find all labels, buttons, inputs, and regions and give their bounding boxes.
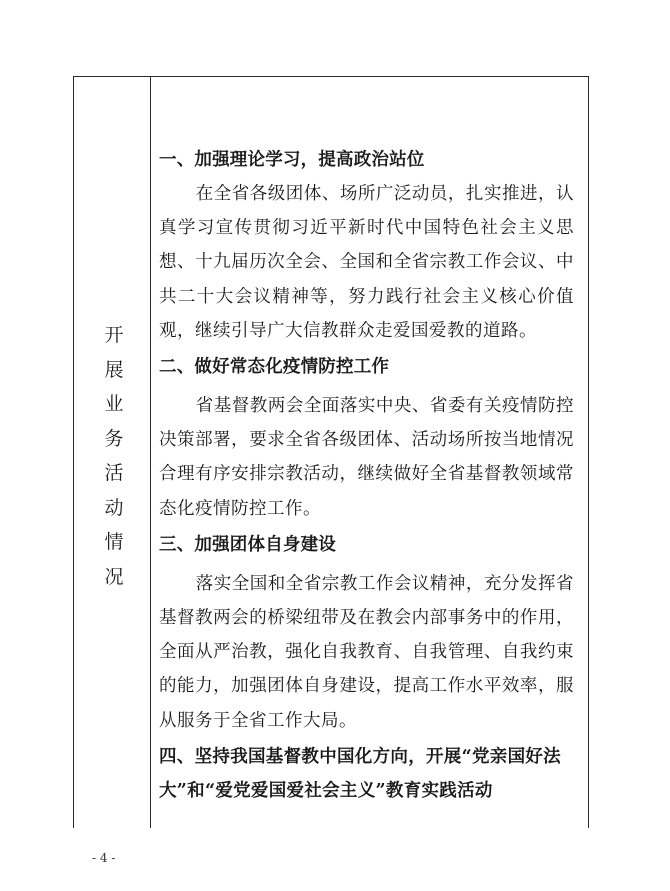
row-label-char: 业	[104, 393, 124, 415]
row-label	[98, 318, 130, 594]
row-label-char: 况	[104, 565, 124, 588]
column-divider	[150, 76, 151, 828]
row-label-char: 情	[104, 531, 124, 553]
row-label-char: 动	[104, 496, 124, 519]
row-label-char: 活	[104, 462, 124, 484]
section-body: 在全省各级团体、场所广泛动员，扎实推进，认真学习宣传贯彻习近平新时代中国特色社会主义思想、十九届历次全会、全国和全省宗教工作会议、中共二十大会议精神等，努力践行社会主义核心价值观，继续引导广大信教群众走爱国爱教的道路。	[159, 184, 574, 341]
section-body: 省基督教两会全面落实中央、省委有关疫情防控决策部署，要求全省各级团体、活动场所按当地情况合理有序安排宗教活动，继续做好全省基督教领域常态化疫情防控工作。	[159, 396, 574, 519]
row-label-char: 务	[104, 427, 124, 450]
section-heading: 三、加强团体自身建设	[159, 534, 336, 555]
section-heading: 二、做好常态化疫情防控工作	[159, 357, 390, 378]
row-label-char: 展	[104, 358, 124, 381]
section-body: 落实全国和全省宗教工作会议精神，充分发挥省基督教两会的桥梁纽带及在教会内部事务中的作用，全面从严治教，强化自我教育、自我管理、自我约束的能力，加强团体自身建设，提高工作水平效率，服从服务于全省工作大局。	[159, 573, 574, 731]
row-label-char: 开	[104, 324, 124, 346]
section-heading: 一、加强理论学习，提高政治站位	[159, 150, 425, 170]
content-cell	[159, 143, 574, 808]
section-heading: 四、坚持我国基督教中国化方向，开展“党亲国好法大”和“爱党爱国爱社会主义”教育实践活动	[159, 746, 561, 801]
page-number: - 4 -	[92, 851, 116, 865]
